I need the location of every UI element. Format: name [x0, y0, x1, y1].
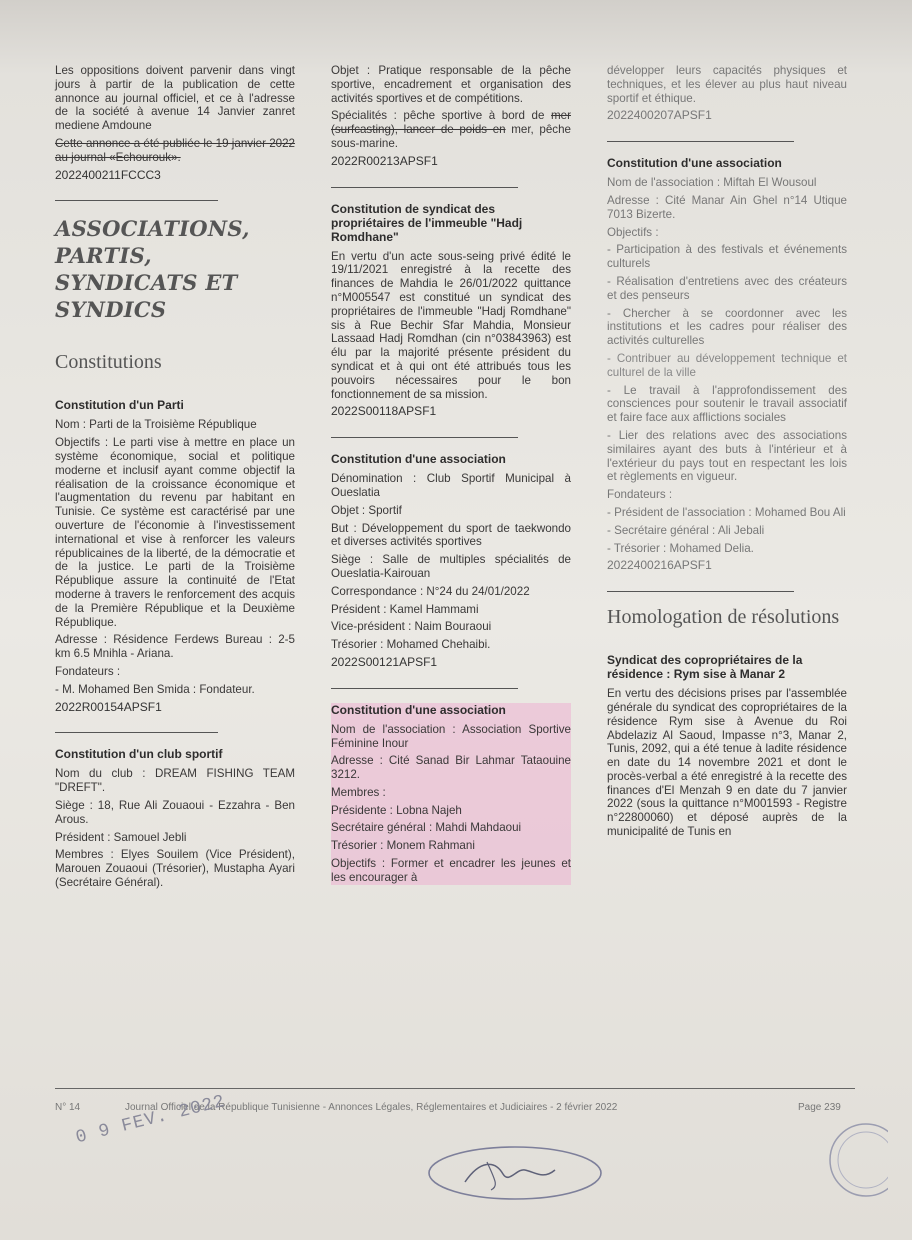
assoc-secretaire: Secrétaire général : Mahdi Mahdaoui — [331, 821, 522, 835]
assoc-tresorier: Trésorier : Mohamed Chehaibi. — [331, 638, 491, 652]
club-nom: Nom du club : DREAM FISHING TEAM "DREFT". — [55, 767, 295, 795]
parti-nom: Nom : Parti de la Troisième République — [55, 418, 257, 432]
heading-syndicat: Syndicat des copropriétaires de la résidence : Rym sise à Manar 2 — [607, 653, 803, 682]
assoc-membres-label: Membres : — [331, 785, 386, 799]
objectif-item: - Participation à des festivals et événements culturels — [607, 243, 847, 271]
parti-fondateurs-label: Fondateurs : — [55, 664, 121, 678]
fondateur-item: - Trésorier : Mohamed Delia. — [607, 541, 754, 555]
assoc-objectifs: Objectifs : Former et encadrer les jeunes et les encourager à — [331, 857, 571, 884]
parti-fondateur: - M. Mohamed Ben Smida : Fondateur. — [55, 682, 255, 696]
footer-divider — [55, 1088, 855, 1089]
signature-stamp — [425, 1140, 605, 1206]
club-objet: Objet : Pratique responsable de la pêche sportive, encadrement et organisation des activités sportives et de compétitions. — [331, 64, 571, 105]
heading-association: Constitution d'une association — [607, 156, 782, 171]
reference-number: 2022R00154APSF1 — [55, 699, 162, 714]
round-stamp — [818, 1115, 888, 1205]
publication-notice: Cette annonce a été publiée le 19 janvier 2022 au journal «Echourouk». — [55, 136, 295, 164]
assoc-siege: Siège : Salle de multiples spécialités de Oueslatia-Kairouan — [331, 553, 571, 580]
issue-number: N° 14 — [55, 1102, 81, 1113]
objectif-item: - Réalisation d'entretiens avec des créateurs et des penseurs — [607, 274, 847, 302]
club-membres: Membres : Elyes Souilem (Vice Président), Marouen Zouaoui (Trésorier), Mustapha Ayari (Secrétaire Général). — [55, 848, 295, 889]
objectif-item: - Contribuer au développement technique et culturel de la ville — [607, 351, 847, 379]
reference-number: 2022R00213APSF1 — [331, 153, 438, 168]
section-title: ASSOCIATIONS, PARTIS, SYNDICATS ET SYNDICS — [55, 216, 250, 323]
highlighted-block — [331, 703, 571, 885]
assoc-objet: Objet : Sportif — [331, 503, 402, 517]
fondateur-item: - Secrétaire général : Ali Jebali — [607, 523, 765, 537]
specialites-line-1: Spécialités : pêche sportive à bord de — [331, 109, 545, 123]
heading-syndicat: Constitution de syndicat des propriétaires de l'immeuble "Hadj Romdhane" — [331, 201, 523, 244]
club-president: Président : Samouel Jebli — [55, 830, 187, 844]
objectif-item: - Chercher à se coordonner avec les institutions et les cadres pour réaliser des activités culturelles — [607, 306, 847, 348]
reference-number: 2022400216APSF1 — [607, 558, 712, 573]
parti-adresse: Adresse : Résidence Ferdews Bureau : 2-5 km 6.5 Mnihla - Ariana. — [55, 633, 295, 661]
column-2 — [331, 64, 571, 889]
page-number: Page 239 — [798, 1102, 841, 1113]
journal-title: Journal Officiel de la République Tunisienne - Annonces Légales, Réglementaires et Judiciaires - 2 février 2022 — [125, 1102, 618, 1113]
heading-association: Constitution d'une association — [331, 452, 506, 467]
heading-association: Constitution d'une association — [331, 702, 506, 717]
divider — [607, 141, 794, 142]
divider — [331, 688, 518, 689]
objectif-item: - Lier des relations avec des associations similaires ayant des buts à l'intérieur et à l'extérieur du pays tout en respectant les lois et règlements en vigueur. — [607, 428, 847, 484]
subsection-title: Homologation de résolutions — [607, 606, 840, 629]
parti-objectifs: Objectifs : Le parti vise à mettre en place un système économique, social et politique moderne et inclusif ayant comme objectif la réalisation de la croissance économique et l'augmentation du revenu par habitant en Tunisie. Ce système est caractérisé par une ouverture de l'économie à l'investissement international et vise à renforcer les valeurs républicaines de la liberté, de la démocratie et de la justice. Le parti de la Troisième République assure la continuité de l'Etat moderne à travers le renforcement des acquis de la Première République et la Deuxième République. — [55, 436, 295, 629]
divider — [55, 732, 218, 733]
column-3 — [607, 64, 847, 843]
syndicat-text: En vertu des décisions prises par l'assemblée générale du syndicat des copropriétaires de la résidence Rym sise à Avenue du Roi Abdelaziz Al Saoud, Impasse n°3, Manar 2, Tunis, 2092, qui a été tenue à ladite résidence en date du 14 novembre 2021 et dont le procès-verbal a été enregistré à la recette des finances d'El Menzah 9 en date du 7 janvier 2022 (sous la quittance n°M001593 - Registre n°22800060) et déposé auprès de la municipalité de Tunis en — [607, 687, 847, 839]
heading-club: Constitution d'un club sportif — [55, 747, 223, 762]
assoc-presidente: Présidente : Lobna Najeh — [331, 803, 462, 817]
club-siege: Siège : 18, Rue Ali Zouaoui - Ezzahra - Ben Arous. — [55, 798, 295, 826]
reference-number: 2022S00121APSF1 — [331, 654, 438, 669]
assoc-president: Président : Kamel Hammami — [331, 602, 479, 616]
assoc-objectifs-label: Objectifs : — [607, 225, 659, 239]
club-specialites — [331, 109, 571, 150]
assoc-nom: Nom de l'association : Association Sportive Féminine Inour — [331, 722, 571, 750]
syndicat-text: En vertu d'un acte sous-seing privé édité le 19/11/2021 enregistré à la recette des finances de Mahdia le 26/01/2022 quittance n°M005547 est constitué un syndicat des propriétaires de l'immeuble "Hadj Romdhane" sis à Rue Bechir Sfar Mahdia, Monsieur Lassaad Hadj Romdhan (cin n°03843963) est élu par la majorité présente président du syndicat et à qui ont été attribués tous les pouvoirs nécessaires pour le bon fonctionnement de sa mission. — [331, 249, 571, 401]
fondateurs-label: Fondateurs : — [607, 488, 673, 502]
reference-number: 2022400211FCCC3 — [55, 167, 161, 182]
heading-parti: Constitution d'un Parti — [55, 398, 184, 413]
column-1 — [55, 64, 295, 894]
assoc-adresse: Adresse : Cité Sanad Bir Lahmar Tataouine 3212. — [331, 754, 571, 782]
fondateur-item: - Président de l'association : Mohamed Bou Ali — [607, 505, 846, 519]
specialites-line-3: mer, pêche sous-marine. — [331, 123, 571, 150]
subsection-title: Constitutions — [55, 351, 162, 374]
divider — [331, 437, 518, 438]
assoc-adresse: Adresse : Cité Manar Ain Ghel n°14 Utique 7013 Bizerte. — [607, 193, 847, 221]
assoc-but: But : Développement du sport de taekwondo et diverses activités sportives — [331, 521, 571, 549]
reference-number: 2022S00118APSF1 — [331, 404, 437, 419]
objectif-item: - Le travail à l'approfondissement des consciences pour soutenir le travail associatif et faire face aux afflictions sociales — [607, 383, 847, 425]
divider — [55, 200, 218, 201]
divider — [607, 591, 794, 592]
reference-number: 2022400207APSF1 — [607, 108, 712, 123]
assoc-vice-president: Vice-président : Naim Bouraoui — [331, 620, 492, 634]
date-stamp: 0 9 FEV. 2022 — [73, 1091, 228, 1149]
assoc-denomination: Dénomination : Club Sportif Municipal à Oueslatia — [331, 472, 571, 499]
opposition-paragraph: Les oppositions doivent parvenir dans vingt jours à partir de la publication de cette annonce au journal officiel, et ce à l'adresse de la société à avenue 14 Janvier zanret mediene Amdoune — [55, 64, 295, 133]
divider — [331, 187, 518, 188]
objectifs-continuation: développer leurs capacités physiques et techniques, et les élever au plus haut niveau sportif et éthique. — [607, 64, 847, 105]
assoc-nom: Nom de l'association : Miftah El Wousoul — [607, 176, 817, 190]
specialites-line-2: mer (surfcasting), lancer de poids en — [331, 109, 571, 137]
assoc-correspondance: Correspondance : N°24 du 24/01/2022 — [331, 584, 530, 598]
assoc-tresorier: Trésorier : Monem Rahmani — [331, 839, 475, 853]
